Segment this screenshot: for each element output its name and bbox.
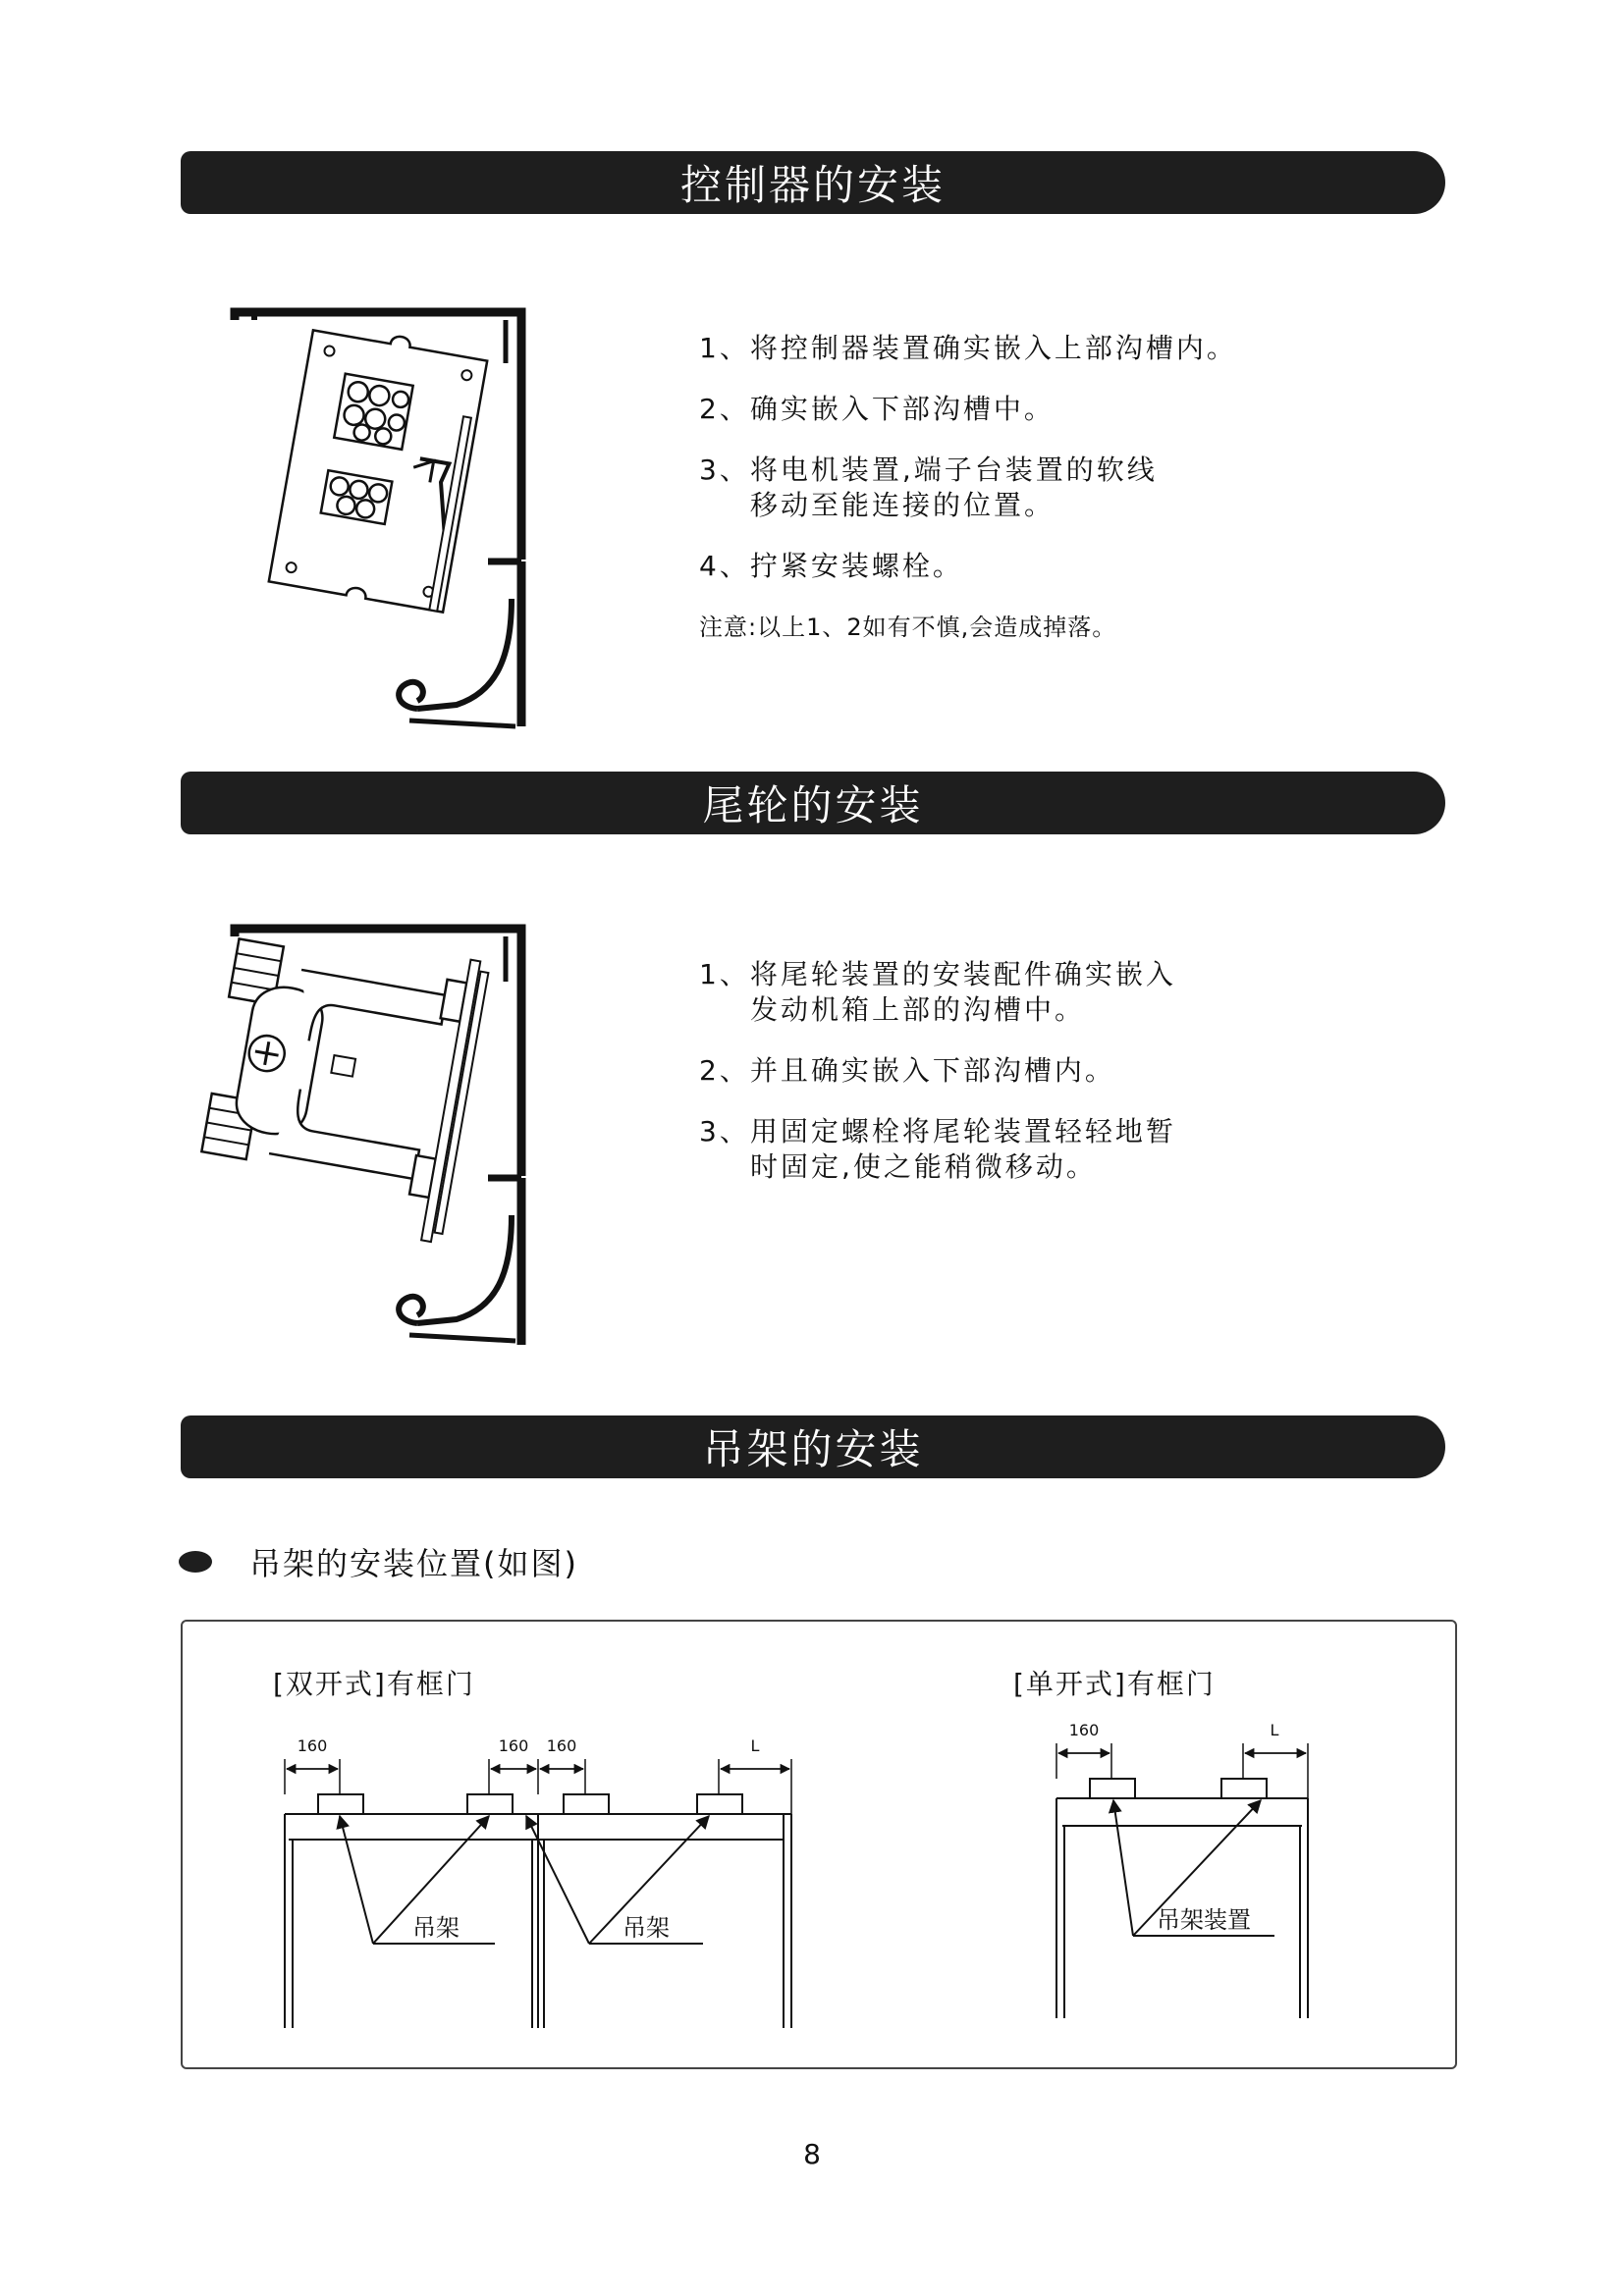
- tail-wheel-illustration: [191, 923, 535, 1355]
- double-door-caption: [双开式]有框门: [273, 1668, 475, 1700]
- dimension-label: 160: [546, 1736, 577, 1755]
- step-item: 2、并且确实嵌入下部沟槽内。: [699, 1054, 1115, 1087]
- controller-illustration: [221, 304, 535, 736]
- section-title-hanger: 吊架的安装: [181, 1415, 1445, 1478]
- section-title-tail-wheel: 尾轮的安装: [181, 772, 1445, 834]
- single-door-caption: [单开式]有框门: [1013, 1668, 1216, 1700]
- section-title-controller: 控制器的安装: [181, 151, 1445, 214]
- step-item: 4、拧紧安装螺栓。: [699, 550, 963, 582]
- bullet-icon: [179, 1551, 212, 1573]
- hanger-position-heading: 吊架的安装位置(如图): [179, 1539, 578, 1584]
- step-item: 3、将电机装置,端子台装置的软线 移动至能连接的位置。: [699, 454, 1158, 521]
- single-door-diagram: [1056, 1743, 1308, 2018]
- dimension-label: 160: [297, 1736, 328, 1755]
- step-item: 1、将尾轮装置的安装配件确实嵌入 发动机箱上部的沟槽中。: [699, 958, 1176, 1026]
- step-item: 2、确实嵌入下部沟槽中。: [699, 393, 1055, 425]
- controller-steps: [699, 331, 1237, 645]
- tail-wheel-steps: [699, 957, 1176, 1210]
- callout-label: 吊架装置: [1157, 1906, 1251, 1934]
- callout-label: 吊架: [623, 1914, 670, 1942]
- page-number: 8: [803, 2138, 821, 2170]
- hanger-diagrams: [183, 1622, 1455, 2067]
- hanger-diagram-panel: [181, 1620, 1457, 2069]
- caution-note: 注意:以上1、2如有不慎,会造成掉落。: [699, 614, 1117, 641]
- step-item: 1、将控制器装置确实嵌入上部沟槽内。: [699, 332, 1237, 364]
- callout-label: 吊架: [412, 1914, 460, 1942]
- step-item: 3、用固定螺栓将尾轮装置轻轻地暂 时固定,使之能稍微移动。: [699, 1115, 1176, 1183]
- dimension-label: L: [750, 1736, 760, 1755]
- dimension-label: 160: [1068, 1721, 1100, 1739]
- dimension-label: 160: [498, 1736, 529, 1755]
- double-door-diagram: [285, 1759, 791, 2028]
- dimension-label: L: [1270, 1721, 1279, 1739]
